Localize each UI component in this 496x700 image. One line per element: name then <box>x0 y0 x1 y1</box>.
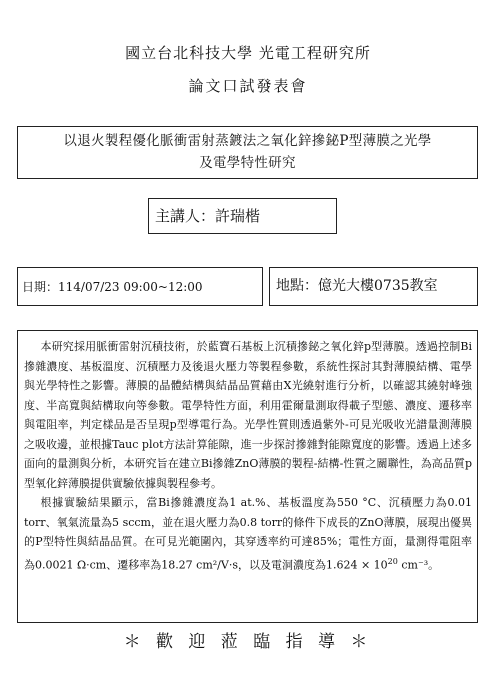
abstract-paragraph-2-tail: cm⁻³。 <box>397 558 440 572</box>
thesis-title-box <box>17 126 478 179</box>
place-text: 地點：億光大樓0735教室 <box>276 278 438 294</box>
event-subtitle: 論文口試發表會 <box>188 77 308 95</box>
abstract-paragraph-1: 本研究採用脈衝雷射沉積技術，於藍寶石基板上沉積摻鉍之氧化鋅p型薄膜。透過控制Bi摻雜濃度、基板溫度、沉積壓力及後退火壓力等製程參數，系統性探討其對薄膜結構、電學與光學特性之影響。薄膜的晶體結構與結晶品質藉由X光繞射進行分析，以確認其繞射峰強度、半高寬與結構取向等參數。電學特性方面，利用霍爾量測取得載子型態、濃度、遷移率與電阻率，判定樣品是否呈現p型導電行為。光學性質則透過紫外-可見光吸收光譜量測薄膜之吸收邊，並根據Tauc plot方法計算能隙，進一步探討摻雜對能隙寬度的影響。透過上述多面向的量測與分析，本研究旨在建立Bi摻雜ZnO薄膜的製程-結構-性質之關聯性，為高品質p型氧化鋅薄膜提供實驗依據與製程參考。 <box>24 340 472 490</box>
abstract-paragraph-2-main: 根據實驗結果顯示，當Bi摻雜濃度為1 at.%、基板溫度為550 °C、沉積壓力為0.01 torr、氧氣流量為5 sccm，並在退火壓力為0.8 torr的條件下成長的ZnO薄膜，展現出優異的P型特性與結晶品質。在可見光範圍內，其穿透率約可達85%；電性方面，量測得電阻率為0.0021 Ω·cm、遷移率為18.27 cm²/V·s，以及電洞濃度為1.624 × 10 <box>24 496 472 572</box>
place-box <box>269 267 478 306</box>
institution-title: 國立台北科技大學 光電工程研究所 <box>125 44 371 62</box>
thesis-title-line-2: 及電學特性研究 <box>199 155 296 171</box>
welcome-footer: ＊ 歡 迎 蒞 臨 指 導 ＊ <box>123 632 373 652</box>
speaker-box <box>148 198 337 234</box>
thesis-title-line-1: 以退火製程優化脈衝雷射蒸鍍法之氧化鋅摻鉍P型薄膜之光學 <box>63 133 432 149</box>
abstract-paragraph-2 <box>24 493 472 575</box>
date-box <box>17 267 263 306</box>
abstract-exponent: 20 <box>387 556 398 566</box>
date-text: 日期：114/07/23 09:00~12:00 <box>22 280 203 294</box>
speaker-name: 主講人：許瑞楷 <box>155 207 261 225</box>
abstract-box <box>17 330 478 623</box>
